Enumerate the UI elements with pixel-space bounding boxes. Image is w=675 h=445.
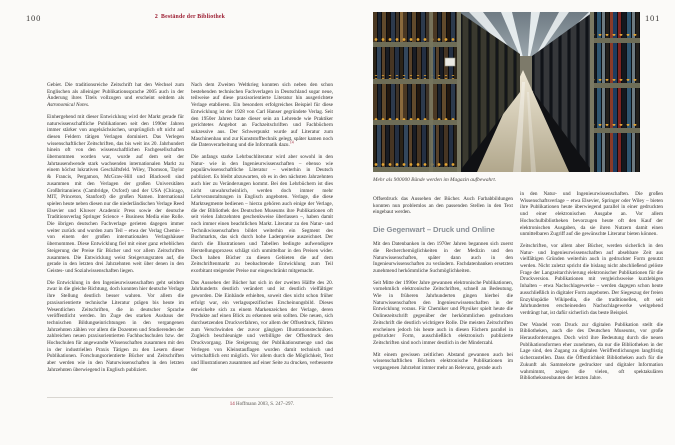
photo-caption: Mehr als 900000 Bände werden im Magazin aufbewahrt. (373, 177, 497, 183)
paragraph: in den Natur- und Ingenieurwissenschaften. Die großen Wissenschaftsverlage – etwa Elsevier, Springer oder Wiley – bieten ihre Publikationen heute überwiegend parallel in einer gedruckten und einer elektronischen Ausgabe an. Vor allem Hochschulbibliotheken bevorzugen heute oft den Kauf der elektronischen Ausgaben, da sie ihren Nutzern damit einen unmittelbaren Zugriff auf die gewünschte Literatur bieten können. (520, 191, 663, 238)
paragraph (191, 82, 333, 149)
paragraph: Die Entwicklung in den Ingenieurwissenschaften geht seitdem zwar in die gleiche Richtung, doch konnten hier deutsche Verlage ihre Stellung deutlich besser wahren. Vor allem die praxisorientierte technische Literatur prägen bis heute im Wesentlichen Zeitschriften, die in deutscher Sprache veröffentlicht werden. Im Zuge des starken Ausbaus der technischen Bildungseinrichtungen in den vergangenen Jahrzehnten zählen vor allem die Dozenten und Studierenden der zahlreichen neuen praxisorientierten Fachhochschulen bzw. der Hochschulen für angewandte Wissenschaften zusammen mit den in der industriellen Praxis Tätigen zu den Lesern dieser Publikationen. Forschungsorientierte Bücher und Zeitschriften aber werden wie in den Naturwissenschaften in den letzten Jahrzehnten überwiegend in Englisch publiziert. (47, 279, 184, 373)
page-number-left: 100 (26, 13, 42, 23)
paragraph-text: Nach dem Zweiten Weltkrieg konnten sich neben den schon bestehenden technischen Fachverlagen in Deutschland sogar neue, teilweise auf diese praxisorientierte Literatur hin ausgerichtete Verlage etablieren. Ein besonders erfolgreiches Beispiel für diese Entwicklung ist der 1928 von Carl Hanser gegründete Verlag. Seit den 1950er Jahren baute dieser sein an Lehrende wie Praktiker gerichtetes Angebot an Fachzeitschriften und Fachbüchern sukzessive aus. Der Schwerpunkt wurde auf Literatur zum Maschinenbau und zur Kunststofftechnik gelegt, später kamen noch die Datenverarbeitung und die Informatik dazu. (191, 82, 333, 149)
right-page-column-2 (520, 191, 663, 382)
paragraph: Mit den Datenbanken in den 1970er Jahren begannen sich zuerst die Recherchemöglichkeiten in der Medizin und den Naturwissenschaften, später dann auch in den Ingenieurwissenschaften zu verändern. Fachdatenbanken ersetzten zunehmend herkömmliche Suchmöglichkeiten. (373, 241, 513, 274)
paragraph: Mit einem gewissen zeitlichen Abstand gewannen auch bei wissenschaftlichen Büchern elektronische Publikationen im vergangenen Jahrzehnt immer mehr an Relevanz, gerade auch (373, 351, 513, 372)
paragraph-text: Gebiet. Die traditionsreiche Zeitschrift hat den Wechsel zum Englischen als alleiniger Publikationssprache 2005 auch in der Änderung ihres Titels vollzogen und erscheint seitdem als (47, 82, 184, 102)
library-stacks-photo (373, 12, 640, 172)
section-heading: Die Gegenwart – Druck und Online (373, 225, 495, 235)
left-page-column-2 (191, 82, 333, 385)
library-stacks-illustration (373, 12, 640, 172)
paragraph: Seit Mitte der 1990er Jahre gewannen elektronische Publikationen, vornehmlich elektronische Zeitschriften, schnell an Bedeutung. Wie in früheren Jahrhunderten gingen hierbei die Naturwissenschaften den Ingenieurwissenschaften in der Entwicklung voraus. Für Chemiker und Physiker spielt heute die Onlinezeitschrift gegenüber der herkömmlichen gedruckten Zeitschrift die deutlich wichtigere Rolle. Die meisten Zeitschriften erscheinen jedoch bis heute auch in diesen Fächern parallel in gedruckter Form, ausschließlich elektronisch publizierte Zeitschriften sind noch immer deutlich in der Minderzahl. (373, 279, 513, 346)
chapter-number: 2 (154, 14, 158, 20)
right-page-column-1 (373, 196, 513, 372)
footnote-text: Hoffmann 2003, S. 247–297. (236, 402, 295, 407)
paragraph: Der Wandel vom Druck zur digitalen Publikation stellt die Bibliotheken, auch die des Deutschen Museums, vor große Herausforderungen. Doch wird ihre Bedeutung durch die neuen Publikationsformen eher zunehmen, da nur die Bibliotheken in der Lage sind, den Zugang zu digitalen Veröffentlichungen langfristig sicherzustellen. Dass die Öffentlichkeit Bibliotheken auch für die Zukunft als Sammelorte gedruckter und digitaler Information wahrnimmt, zeigen die vielen, oft spektakulären Bibliotheksneubauten der letzten Jahre. (520, 321, 663, 382)
paragraph: Die anfangs starke Lehrbuchliteratur wird aber sowohl in den Natur- wie in den Ingenieurwissenschaften – ebenso wie populärwissenschaftliche Literatur – weiterhin in Deutsch publiziert. Es bleibt abzuwarten, ob es in den nächsten Jahrzehnten auch hier zu Veränderungen kommt. Bei den Lehrbüchern ist dies nicht unwahrscheinlich, werden doch immer mehr Lehrveranstaltungen in Englisch angeboten. Verlage, die diese Marktsegmente bedienen – hierzu gehören auch einige der Verlage, die der Bibliothek des Deutschen Museums ihre Publikationen oft seit vielen Jahrzehnten geschenkweise überlassen –, haben damit noch immer einen beachtlichen Markt. Literatur zu den Natur- und Technikwissenschaften bildet weiterhin ein Segment des Buchmarkts, das sich durch hohe Ladenpreise auszeichnet. Der durch die Illustrationen und Tabellen bedingte aufwendigere Herstellungsprozess schlägt sich unmittelbar in den Preisen wider. Doch haben Bücher zu diesen Gebieten die auf dem Zeitschriftenmarkt zu beobachtende Entwicklung zum Teil exorbitant steigender Preise nur eingeschränkt mitgemacht. (191, 154, 333, 274)
page-number-right: 101 (645, 13, 661, 23)
footnote-marker: 14 (229, 402, 235, 407)
footnote (191, 402, 333, 407)
chapter-title: Bestände der Bibliothek (161, 14, 226, 20)
footnote-ref: 14 (289, 140, 294, 145)
running-header (47, 14, 333, 20)
paragraph (47, 82, 184, 109)
paragraph: Offsetdruck das Aussehen der Bücher. Auch Farbabbildungen konnten nun problemlos an den passenden Stellen in den Text eingebaut werden. (373, 196, 513, 216)
journal-title-italic: Astronomical Notes. (47, 102, 90, 109)
paragraph: Das Aussehen der Bücher hat sich in der zweiten Hälfte des 20. Jahrhunderts deutlich verändert und ist deutlich vielfältiger geworden. Die Einbände erhielten, soweit dies nicht schon früher erfolgt war, ein verlagsspezifisches Erscheinungsbild. Dieses entwickelte sich zu einem Markenzeichen der Verlage, deren Produkte auf einen Blick zu erkennen sein sollten. Die neuen, sich durchsetzenden Druckverfahren, vor allem der Offsetdruck, führten zum Verschwinden der zuvor gängigen Illustrationstechniken. Zugleich beschleunigte und verbilligte der Offsetdruck den Druckvorgang. Die Steigerung der Publikationsmenge und das Verlegen von Kleinstauflagen wurden damit technisch und wirtschaftlich erst möglich. Vor allem durch die Möglichkeit, Text und Illustrationen zusammen auf einer Seite zu drucken, verbesserte der (191, 279, 333, 373)
paragraph: Zeitschriften, vor allem aber Bücher, werden sicherlich in den Natur- und Ingenieurwissenschaften auf absehbare Zeit aus vielfältigen Gründen weiterhin auch in gedruckter Form genutzt werden. Nicht zuletzt spricht die bislang nicht abschließend gelöste Frage der Langzeitarchivierung elektronischer Publikationen für die Druckversion. Publikationen mit vergleichsweise kurzlebigen Inhalten – etwa Nachschlagewerke – werden dagegen schon heute ausschließlich in digitaler Form angeboten. Der Siegeszug der freien Enzyklopädie Wikipedia, die die traditionellen, oft seit Jahrhunderten erscheinenden Nachschlagewerke weitgehend verdrängt hat, ist dafür sicherlich das beste Beispiel. (520, 242, 663, 316)
paragraph: Einhergehend mit dieser Entwicklung wird der Markt gerade für naturwissenschaftliche Publikationen seit den 1990er Jahren immer stärker von angelsächsischen, ursprünglich oft nicht auf diesen Feldern tätigen Verlagen dominiert. Das Verlegen wissenschaftlicher Zeitschriften, das bis weit ins 20. Jahrhundert hinein oft von den wissenschaftlichen Fachgesellschaften übernommen worden war, wurde auf dem seit der Jahrtausendwende stark wachsenden internationalen Markt zu einem höchst lukrativen Geschäftsfeld. Wiley, Thomson, Taylor & Francis, Pergamon, McGraw-Hill und Blackwell sind zusammen mit den Verlagen der großen Universitäten Großbritanniens (Cambridge, Oxford) und der USA (Chicago, MIT, Princeton, Stanford) die großen Namen. International spielen heute neben diesen nur die niederländischen Verlage Reed Elsevier und Kluwer Academic Press sowie der deutsche Traditionsverlag Springer Science + Business Media eine Rolle. Die übrigen deutschen Fachverlage gerieten dagegen immer weiter zurück und wurden zum Teil – etwa der Verlag Chemie – von einem der großen internationalen Verlagshäuser übernommen. Diese Entwicklung fiel mit einer ganz erheblichen Steigerung der Preise für Bücher und vor allem Zeitschriften zusammen. Die Entwicklung weist Steigerungsraten auf, die gerade in den letzten drei Jahrzehnten weit über denen in den Geistes- und Sozialwissenschaften liegen. (47, 113, 184, 274)
left-page-column-1 (47, 82, 184, 385)
footnote-rule (47, 397, 333, 398)
